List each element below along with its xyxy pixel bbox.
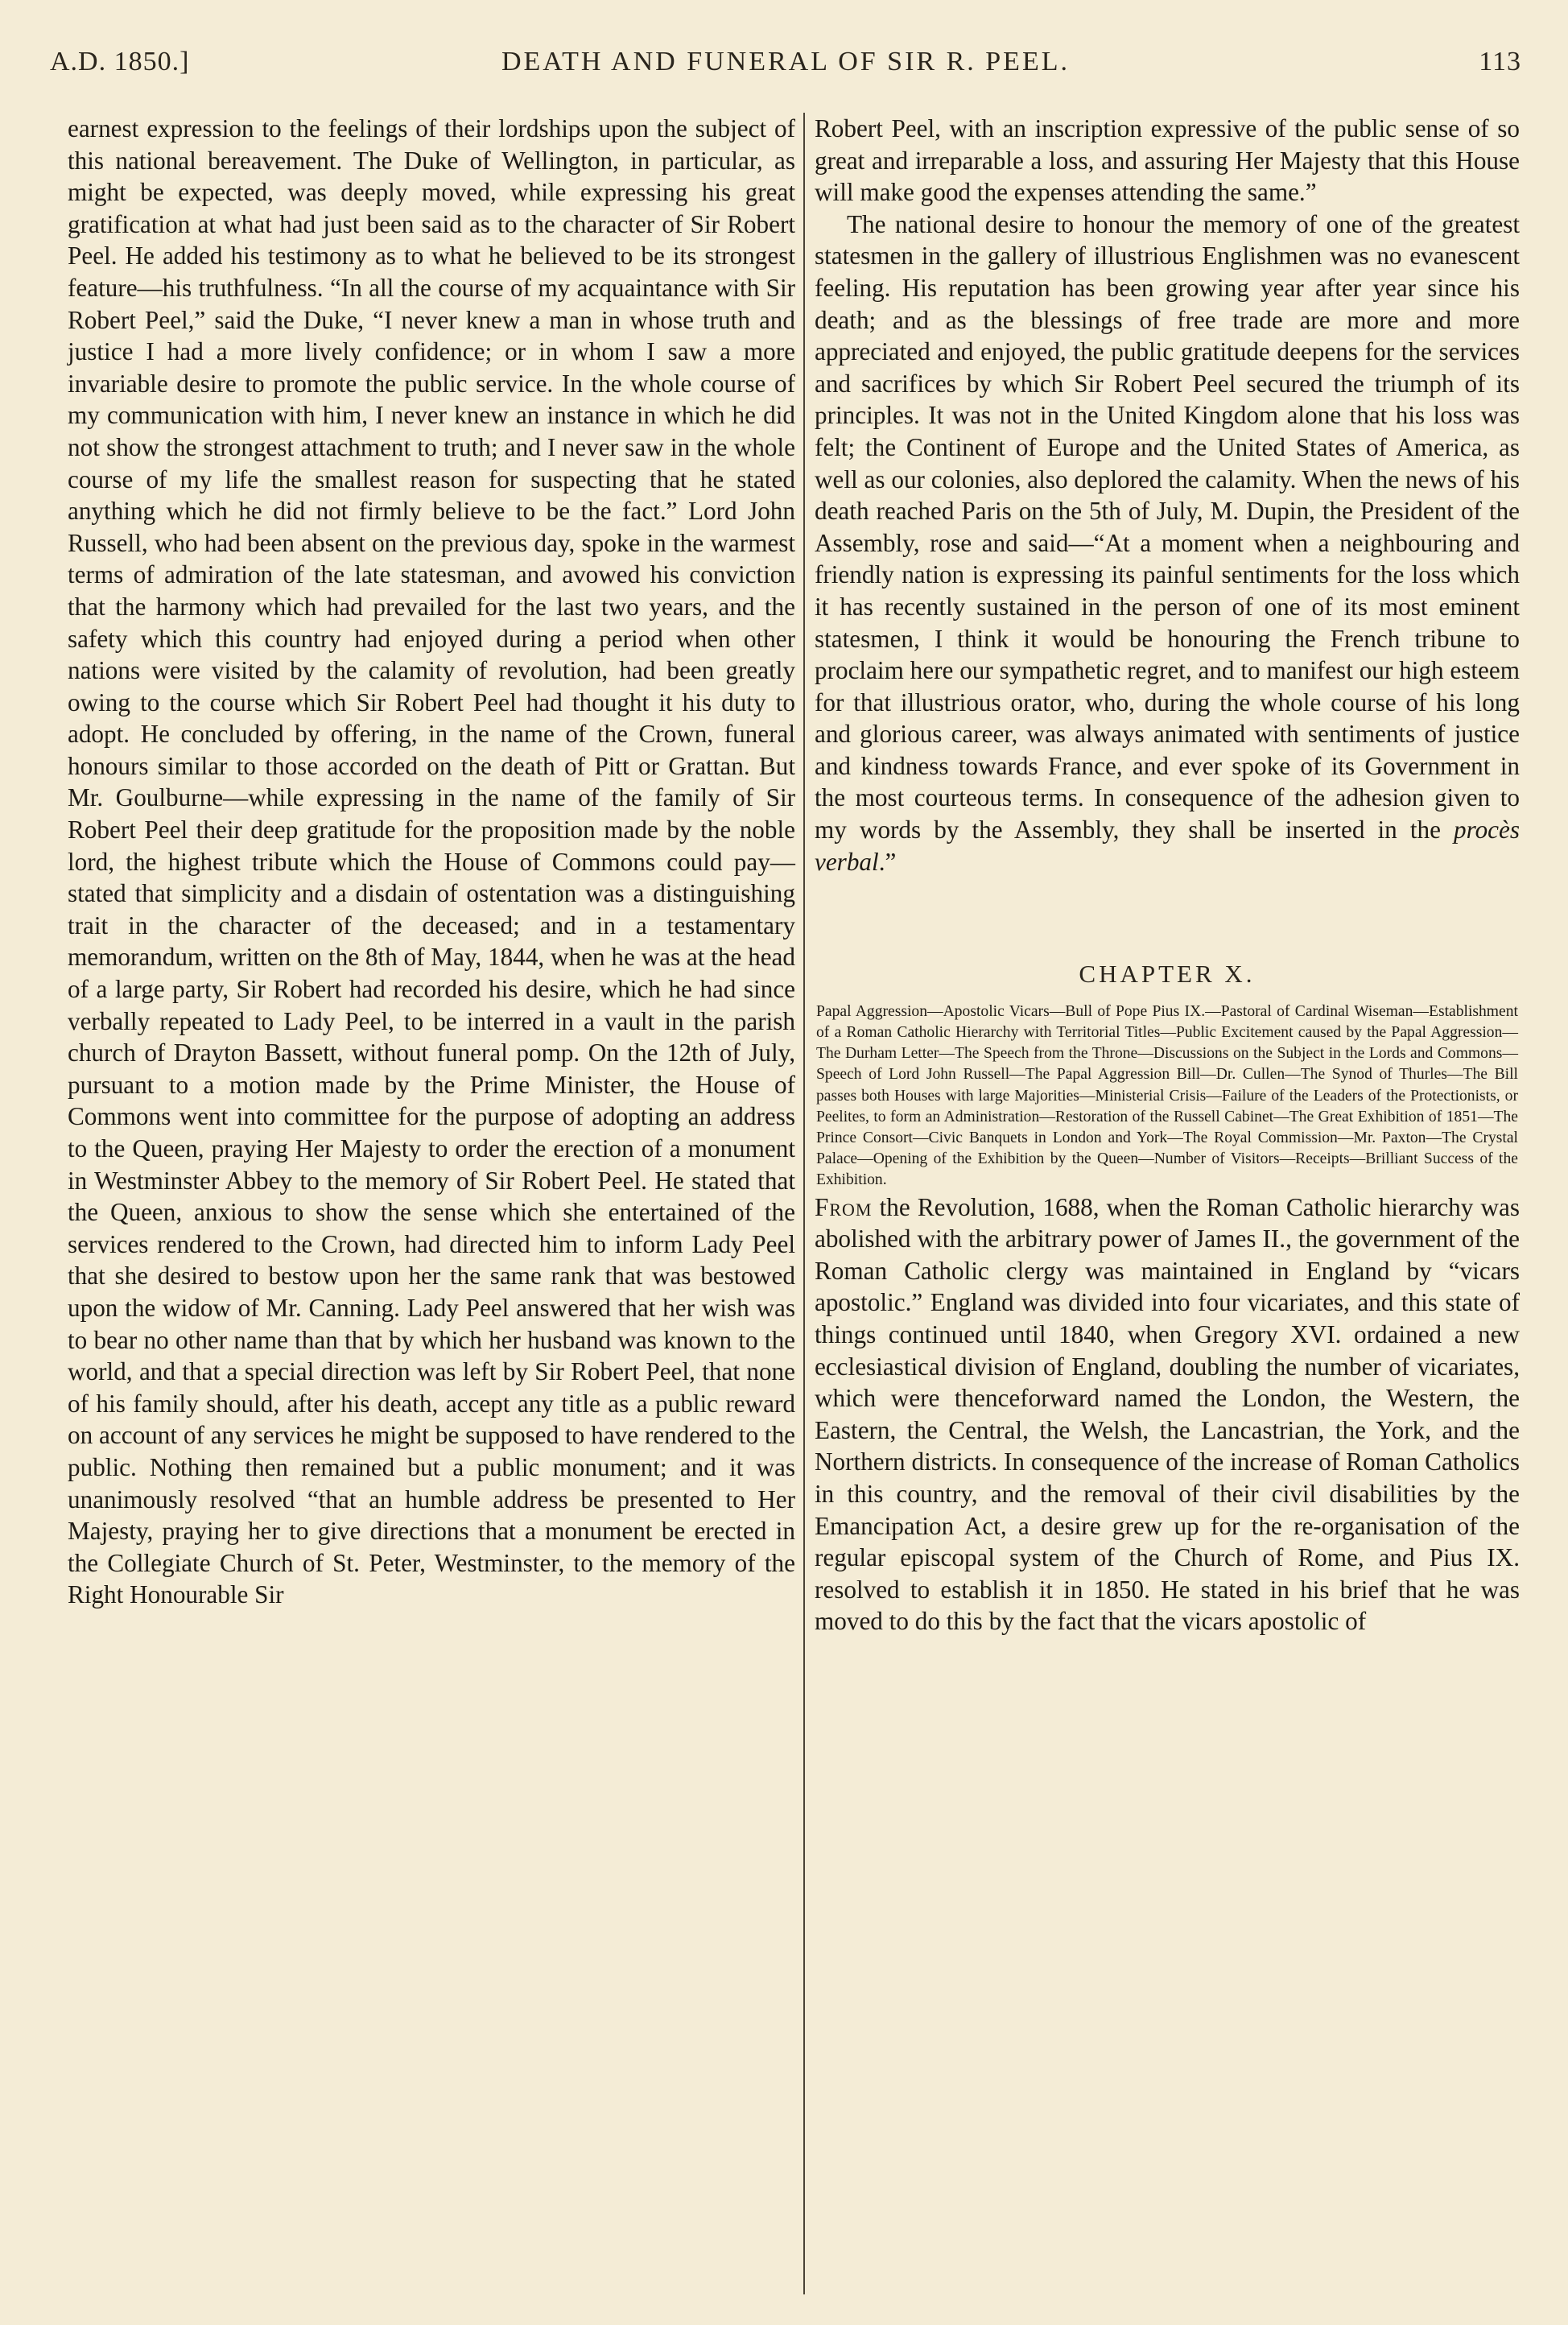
running-head-year: A.D. 1850.] <box>50 47 190 76</box>
column-divider <box>803 113 805 2294</box>
chapter-summary: Papal Aggression—Apostolic Vicars—Bull of Pope Pius IX.—Pastoral of Cardinal Wiseman—Establishment of a Roman Catholic Hierarchy with Territorial Titles—Public Excitement caused by the Papal Aggression—The Durham Letter—The Speech from the Throne—Discussions on the Subject in the Lords and Commons—Speech of Lord John Russell—The Papal Aggression Bill—Dr. Cullen—The Synod of Thurles—The Bill passes both Houses with large Majorities—Ministerial Crisis—Failure of the Leaders of the Protectionists, or Peelites, to form an Administration—Restoration of the Russell Cabinet—The Great Exhibition of 1851—The Prince Consort—Civic Banquets in London and York—The Royal Commission—Mr. Paxton—The Crystal Palace—Opening of the Exhibition by the Queen—Number of Visitors—Receipts—Brilliant Success of the Exhibition. <box>816 1002 1518 1189</box>
page-number: 113 <box>1479 47 1521 76</box>
right-column <box>815 113 1520 1637</box>
chapter-title: CHAPTER X. <box>1079 960 1256 989</box>
running-head <box>50 42 1521 87</box>
right-column-paragraph-continued: Robert Peel, with an inscription expressive of the public sense of so great and irreparable a loss, and assuring Her Majesty that this House will make good the expenses attending the same.” <box>815 114 1520 207</box>
chapter-lead-word: From <box>815 1192 873 1221</box>
left-column-paragraph: earnest expression to the feelings of their lordships upon the subject of this national bereavement. The Duke of Wellington, in particular, as might be expected, was deeply moved, while expressing his great gratification at what had just been said as to the character of Sir Robert Peel. He added his testimony as to what he believed to be its strongest feature—his truthfulness. “In all the course of my acquaintance with Sir Robert Peel,” said the Duke, “I never knew a man in whose truth and justice I had a more lively confidence; or in whom I saw a more invariable desire to promote the public service. In the whole course of my communication with him, I never knew an instance in which he did not show the strongest attachment to truth; and I never saw in the whole course of my life the smallest reason for suspecting that he stated anything which he did not firmly believe to be the fact.” Lord John Russell, who had been absent on the previous day, spoke in the warmest terms of admiration of the late statesman, and avowed his conviction that the harmony which had prevailed for the last two years, and the safety which this country had enjoyed during a period when other nations were visited by the calamity of revolution, had been greatly owing to the course which Sir Robert Peel had thought it his duty to adopt. He concluded by offering, in the name of the Crown, funeral honours similar to those accorded on the death of Pitt or Grattan. But Mr. Goulburne—while expressing in the name of the family of Sir Robert Peel their deep gratitude for the proposition made by the noble lord, the highest tribute which the House of Commons could pay—stated that simplicity and a disdain of ostentation was a distinguishing trait in the character of the deceased; and in a testamentary memorandum, written on the 8th of May, 1844, when he was at the head of a large party, Sir Robert had recorded his desire, which he had since verbally repeated to Lady Peel, to be interred in a vault in the parish church of Drayton Bassett, without funeral pomp. On the 12th of July, pursuant to a motion made by the Prime Minister, the House of Commons went into committee for the purpose of adopting an address to the Queen, praying Her Majesty to order the erection of a monument in Westminster Abbey to the memory of Sir Robert Peel. He stated that the Queen, anxious to show the sense which she entertained of the services rendered to the Crown, had directed him to inform Lady Peel that she desired to bestow upon her the same rank that was bestowed upon the widow of Mr. Canning. Lady Peel answered that her wish was to bear no other name than that by which her husband was known to the world, and that a special direction was left by Sir Robert Peel, that none of his family should, after his death, accept any title as a public reward on account of any services he might be supposed to have rendered to the public. Nothing then remained but a public monument; and it was unanimously resolved “that an humble address be presented to Her Majesty, praying her to give directions that a monument be erected in the Collegiate Church of St. Peter, Westminster, to the memory of the Right Honourable Sir <box>68 114 795 1609</box>
running-head-title: DEATH AND FUNERAL OF SIR R. PEEL. <box>501 47 1070 76</box>
chapter-opening-text: the Revolution, 1688, when the Roman Catholic hierarchy was abolished with the arbitrary power of James II., the government of the Roman Catholic clergy was maintained in England by “vicars apostolic.” England was divided into four vicariates, and this state of things continued until 1840, when Gregory XVI. ordained a new ecclesiastical division of England, doubling the number of vicariates, which were thenceforward named the London, the Western, the Eastern, the Central, the Welsh, the Lancastrian, the York, and the Northern districts. In consequence of the increase of Roman Catholics in this country, and the removal of their civil disabilities by the Emancipation Act, a desire grew up for the re-organisation of the regular episcopal system of the Church of Rome, and Pius IX. resolved to establish it in 1850. He stated in his brief that he was moved to do this by the fact that the vicars apostolic of <box>815 1192 1520 1636</box>
left-column <box>68 113 795 1611</box>
national-desire-end: .” <box>878 847 897 876</box>
national-desire-paragraph <box>815 209 1520 878</box>
national-desire-text: The national desire to honour the memory of one of the greatest statesmen in the gallery of illustrious Englishmen was no evanescent feeling. His reputation has been growing year after year since his death; and as the blessings of free trade are more and more appreciated and enjoyed, the public gratitude deepens for the services and sacrifices by which Sir Robert Peel secured the triumph of its principles. It was not in the United Kingdom alone that his loss was felt; the Continent of Europe and the United States of America, as well as our colonies, also deplored the calamity. When the news of his death reached Paris on the 5th of July, M. Dupin, the President of the Assembly, rose and said—“At a moment when a neighbouring and friendly nation is expressing its painful sentiments for the loss which it has recently sustained in the person of one of its most eminent statesmen, I think it would be honouring the French tribune to proclaim here our sympathetic regret, and to manifest our high esteem for that illustrious orator, who, during the whole course of his long and glorious career, was always animated with sentiments of justice and kindness towards France, and ever spoke of its Government in the most courteous terms. In consequence of the adhesion given to my words by the Assembly, they shall be inserted in the <box>815 209 1520 845</box>
proces-verbal-italic: procès verbal <box>815 816 1520 876</box>
chapter-opening-paragraph <box>815 1191 1520 1637</box>
